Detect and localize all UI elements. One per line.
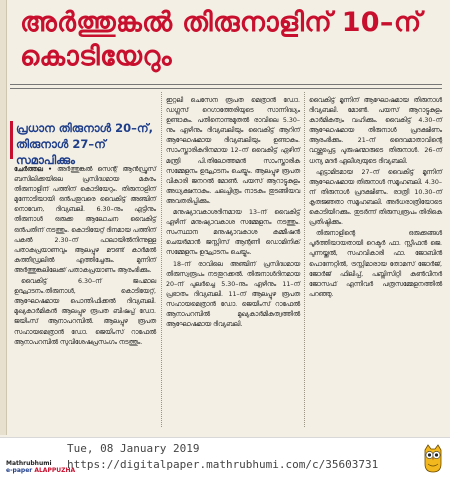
owl-icon	[422, 444, 444, 474]
paragraph-text: അർത്തുങ്കൽ സെന്റ് ആൻഡ്രൂസ് ബസിലിക്കയിലെ പ്രസിദ്ധമായ മകരം തിരുനാളിന് പത്തിന് കൊടിയേറും. തിരുനാളിന് മുന്നോടിയായി ഒൻപതുവരെ വൈകിട്ട് അഞ്ചിന് നൊവേന, ദിവ്യബലി. 6.30–നും എട്ടിനും തിരുനാൾ ഒരുക്ക ആലോചന വൈകിട്ട് ഒൻപതിന് നടത്തും. കൊടിയേറ്റ് ദിനമായ പത്തിന് പകൽ 2.30–ന് പാലായിൽനിന്നുള്ള പതാകപ്രയാണവും ആലപ്പുഴ മൗണ്ട് കാർമൽ കത്തീഡ്രലിൽ എത്തിച്ചേരും. മുന്നിന് അർത്തുങ്കലിലേക്ക് പതാകപ്രയാണം ആരംഭിക്കും.	[14, 166, 156, 274]
column-1	[14, 165, 156, 349]
paragraph: വൈകിട്ട് മൂന്നിന് ആഘോഷമായ തിരുനാൾ ദിവ്യബലി. മോൺ. പയസ് ആറാട്ടുകുളം കാർമികത്വം വഹിക്കും. വൈകിട്ട് 4.30–ന് ആഘോഷമായ തിരുനാൾ പ്രദക്ഷിണം ആരംഭിക്കും. 21–ന് ദൈവമാതാവിന്റെ വാഴ്ത്തപ്പെട്ട പുരുഷന്മാരുടെ തിരുനാൾ. 26–ന് ധന്യ മദർ ഏലീശ്വയുടെ ദിവ്യബലി.	[309, 97, 442, 165]
paragraph: എട്ടാമിടമായ 27–ന് വൈകിട്ട് മൂന്നിന് ആഘോഷമായ തിരുനാൾ സമൂഹബലി. 4.30–ന് തിരുനാൾ പ്രദക്ഷിണം. രാത്രി 10.30–ന് കൃതജ്ഞതാ സമൂഹബലി. അർധരാത്രിയോടെ കൊടിയിറക്കും. തുടർന്ന് തിരുസ്വരൂപം തിരികെ പ്രതിഷ്ഠിക്കും.	[309, 168, 442, 227]
column-2	[166, 96, 300, 331]
headline: അർത്തുങ്കൽ തിരുനാളിന് 10–ന് കൊടിയേറും	[20, 7, 422, 72]
mathrubhumi-logo[interactable]	[6, 460, 75, 474]
logo-epaper: e-paper	[6, 467, 33, 474]
paragraph: 18–ന് രാവിലെ അഞ്ചിന് പ്രസിദ്ധമായ തിരുസ്വരൂപം നടതുറക്കൽ. തിരുനാൾദിനമായ 20–ന് പുലർച്ചെ 5.30–നും ഏഴിനും 11–ന് പ്രഭാതം ദിവ്യബലി. 11–ന് ആലപ്പുഴ രൂപത സഹായമെത്രാൻ ഡോ. ജെയിംസ് റാഫേൽ ആനാപറമ്പിൽ മുഖ്യകാർമികത്വത്തിൽ ആഘോഷമായ ദിവ്യബലി.	[166, 260, 300, 329]
subhead-bar	[10, 121, 13, 159]
logo-name: Mathrubhumi	[6, 460, 52, 467]
divider	[10, 84, 442, 85]
paragraph	[14, 165, 156, 276]
footer-bar	[0, 437, 450, 481]
subhead: പ്രധാന തിരുനാൾ 20–ന്, തിരുനാൾ 27–ന് സമാപിക്കും	[16, 121, 153, 167]
divider	[10, 88, 442, 89]
source-url[interactable]: https://digitalpaper.mathrubhumi.com/c/35603731	[67, 458, 379, 471]
logo-edition: ALAPPUZHA	[34, 467, 76, 474]
paragraph: തിരുനാളിന്റെ ഒരുക്കങ്ങൾ പൂർത്തിയായതായി റെക്ടർ ഫാ. സ്റ്റീഫൻ ജെ. പുന്നയ്ക്കൽ, സഹവികാരി ഫാ. ജോബിൻ പൊന്നേറ്റിൽ, ട്രസ്റ്റിമാരായ തോമസ് ജോർജ്, ജോർജ് ഫിലിപ്പ്, പബ്ലിസിറ്റി കൺവീനർ ജോസഫ് എന്നിവർ പത്രസമ്മേളനത്തിൽ പറഞ്ഞു.	[309, 230, 442, 298]
paragraph: വൈകിട്ട് 6.30–ന് ജപമാല ഉദ്ഘാടനം.തിരുനാൾ, കൊടിയേറ്റ്, ആഘോഷമായ പൊന്തിഫിക്കൽ ദിവ്യബലി. മുഖ്യകാർമികൻ ആലപ്പുഴ രൂപത ബിഷപ്പ് ഡോ. ജയിംസ് ആനാപറമ്പിൽ. ആലപ്പുഴ രൂപത സഹായമെത്രാൻ ഡോ. ജെയിംസ് റാഫേൽ ആനാപറമ്പിൽ സുവിശേഷപ്രസംഗം നടത്തും.	[14, 278, 156, 346]
column-divider	[304, 92, 305, 427]
column-3	[309, 96, 442, 301]
print-date: Tue, 08 January 2019	[67, 442, 200, 455]
dateline: ചേർത്തല •	[14, 166, 53, 173]
column-divider	[161, 92, 162, 427]
paragraph: ഇറ്റലി ചെസേന രൂപത മെത്രാൻ ഡോ. ഡഗ്ലസ് റെഗാത്തേരിയുടെ സാന്നിദ്ധ്യം ഉണ്ടാകും. പതിനൊന്നുമുതൽ രാവിലെ 5.30–നും ഏഴിനും ദിവ്യബലിയും വൈകിട്ട് ആറിന് ആഘോഷമായ ദിവ്യബലിയും ഉണ്ടാകും. സാംസ്കാരികദിനമായ 12–ന് വൈകിട്ട് ഏഴിന് മന്ത്രി പി.തിലോത്തമൻ സാംസ്കാരിക സമ്മേളനം ഉദ്ഘാടനം ചെയ്യും. ആലപ്പുഴ രൂപത വികാരി ജനറൽ മോൺ. പയസ് ആറാട്ടുകുളം അധ്യക്ഷനാകും. ചലച്ചിത്രം നാടകം തുടങ്ങിയവ അവതരിപ്പിക്കും.	[166, 97, 300, 205]
paragraph: മനുഷ്യാവകാശദിനമായ 13–ന് വൈകിട്ട് ഏഴിന് മനുഷ്യാവകാശ സമ്മേളനം നടത്തും. സംസ്ഥാന മനുഷ്യാവകാശ കമ്മീഷൻ ചെയർമാൻ ജസ്റ്റിസ് ആന്റണി ഡൊമിനിക് സമ്മേളനം ഉദ്ഘാടനം ചെയ്യും.	[166, 209, 300, 257]
page-edge	[0, 0, 7, 435]
